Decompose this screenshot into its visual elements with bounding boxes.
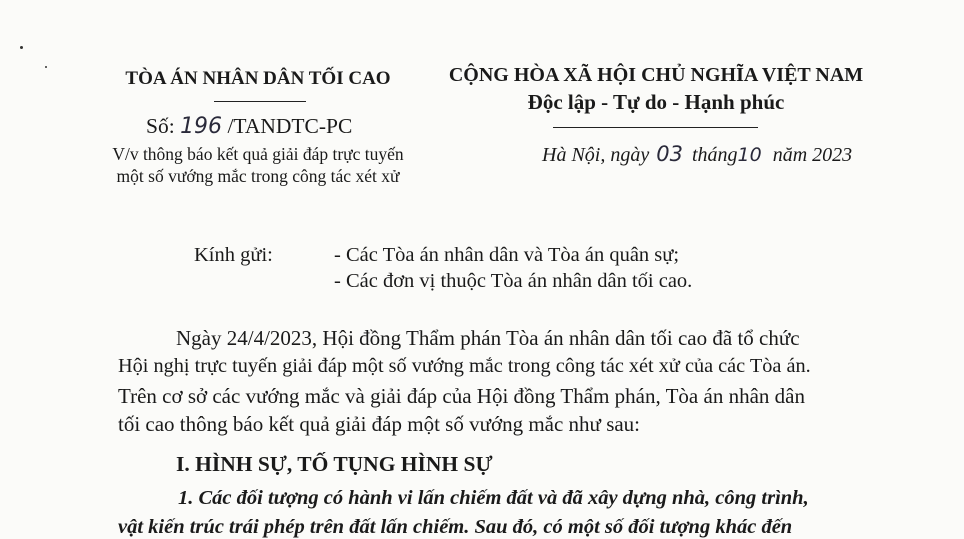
number-prefix: Số: xyxy=(146,114,175,138)
number-handwritten: 196 xyxy=(180,114,223,139)
court-name-underline xyxy=(214,101,306,102)
document-number xyxy=(146,114,352,139)
national-motto: Độc lập - Tự do - Hạnh phúc xyxy=(527,90,785,114)
date-line xyxy=(542,142,852,167)
date-prefix: Hà Nội, ngày xyxy=(542,144,650,166)
paragraph-line: Trên cơ sở các vướng mắc và giải đáp của Hội đồng Thẩm phán, Tòa án nhân dân xyxy=(118,384,805,408)
recipients-label: Kính gửi: xyxy=(194,244,273,266)
paragraph-line: Ngày 24/4/2023, Hội đồng Thẩm phán Tòa án nhân dân tối cao đã tổ chức xyxy=(176,326,800,350)
month-handwritten: 10 xyxy=(737,144,762,166)
number-suffix: /TANDTC-PC xyxy=(227,114,353,138)
question-line: 1. Các đối tượng có hành vi lấn chiếm đất và đã xây dựng nhà, công trình, xyxy=(178,487,809,509)
scan-speck xyxy=(45,66,47,68)
scan-speck xyxy=(20,46,23,49)
country-name: CỘNG HÒA XÃ HỘI CHỦ NGHĨA VIỆT NAM xyxy=(448,64,864,86)
paragraph-line: Hội nghị trực tuyến giải đáp một số vướng mắc trong công tác xét xử của các Tòa án. xyxy=(118,355,811,377)
motto-underline xyxy=(553,127,758,128)
month-prefix: tháng xyxy=(691,144,738,166)
paragraph-line: tối cao thông báo kết quả giải đáp một số vướng mắc như sau: xyxy=(118,412,641,436)
year-text: năm 2023 xyxy=(772,144,853,166)
recipient-item: - Các đơn vị thuộc Tòa án nhân dân tối cao. xyxy=(334,270,693,292)
question-line: vật kiến trúc trái phép trên đất lấn chiếm. Sau đó, có một số đối tượng khác đến xyxy=(118,516,793,538)
subject-line-2: một số vướng mắc trong công tác xét xử xyxy=(116,166,400,186)
section-heading: I. HÌNH SỰ, TỐ TỤNG HÌNH SỰ xyxy=(176,452,493,476)
day-handwritten: 03 xyxy=(656,142,683,166)
court-name: TÒA ÁN NHÂN DÂN TỐI CAO xyxy=(125,68,391,89)
subject-line-1: V/v thông báo kết quả giải đáp trực tuyến xyxy=(112,144,404,164)
recipient-item: - Các Tòa án nhân dân và Tòa án quân sự; xyxy=(334,244,680,266)
